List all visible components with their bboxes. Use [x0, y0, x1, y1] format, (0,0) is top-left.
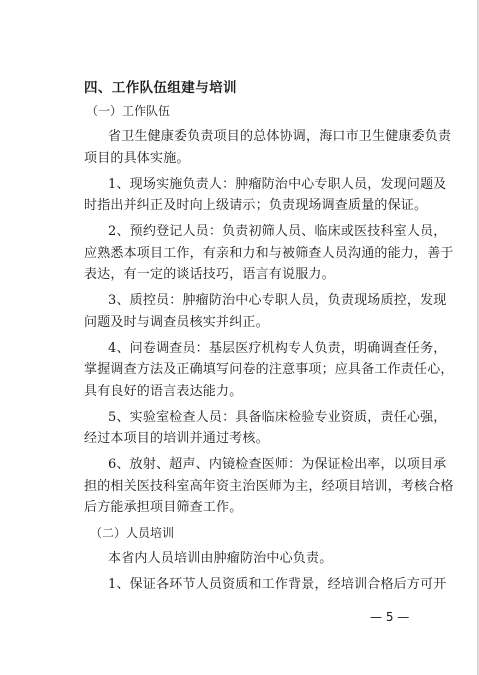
paragraph-survey-staff [84, 338, 454, 403]
paragraph-line: 省卫生健康委负责项目的总体协调，海口市卫生健康委负责 [108, 129, 452, 144]
paragraph-quality-control [84, 290, 447, 333]
paragraph-line: 掌握调查方法及正确填写问卷的注意事项；应具备工作责任心， [84, 362, 454, 377]
paragraph-line: 问题及时与调查员核实并纠正。 [84, 314, 269, 330]
paragraph-line: 1、现场实施负责人：肿瘤防治中心专职人员，发现问题及 [108, 176, 447, 192]
paragraph-line: 3、质控员：肿瘤防治中心专职人员，负责现场质控，发现 [108, 293, 447, 308]
paragraph-lab-staff [84, 407, 447, 450]
paragraph-registration-staff [84, 221, 454, 286]
paragraph-line: 6、放射、超声、内镜检查医师：为保证检出率，以项目承 [108, 457, 447, 472]
paragraph-line: 具有良好的语言表达能力。 [84, 383, 243, 399]
section-heading: 四、工作队伍组建与培训 [84, 80, 237, 96]
paragraph-line: 应熟悉本项目工作，有亲和力和与被筛查人员沟通的能力，善于 [84, 245, 454, 261]
document-body [84, 78, 454, 600]
subsection-heading-training: （二）人员培训 [90, 526, 175, 540]
paragraph-line: 项目的具体实施。 [84, 150, 190, 166]
paragraph-coordination [84, 126, 452, 169]
paragraph-line: 5、实验室检查人员：具备临床检验专业资质，责任心强， [108, 409, 447, 425]
paragraph-line: 1、保证各环节人员资质和工作背景，经培训合格后方可开 [108, 577, 447, 592]
paragraph-line: 经过本项目的培训并通过考核。 [84, 431, 269, 446]
paragraph-line: 本省内人员培训由肿瘤防治中心负责。 [108, 551, 333, 566]
paragraph-line: 后方能承担项目筛查工作。 [84, 500, 243, 515]
page-number: — 5 — [370, 610, 410, 624]
paragraph-training-owner [84, 548, 429, 570]
paragraph-line: 2、预约登记人员：负责初筛人员、临床或医技科室人员， [108, 224, 447, 239]
paragraph-line: 表达，有一定的谈话技巧，语言有说服力。 [84, 267, 335, 282]
paragraph-line: 4、问卷调查员：基层医疗机构专人负责，明确调查任务， [108, 340, 447, 356]
paragraph-line: 时指出并纠正及时向上级请示；负责现场调查质量的保证。 [84, 198, 428, 213]
paragraph-site-lead [84, 174, 447, 217]
subsection-heading-team: （一）工作队伍 [86, 104, 171, 118]
paragraph-imaging-physicians [84, 454, 454, 519]
paragraph-training-qualification [84, 574, 447, 596]
paragraph-line: 担的相关医技科室高年资主治医师为主，经项目培训，考核合格 [84, 478, 454, 494]
